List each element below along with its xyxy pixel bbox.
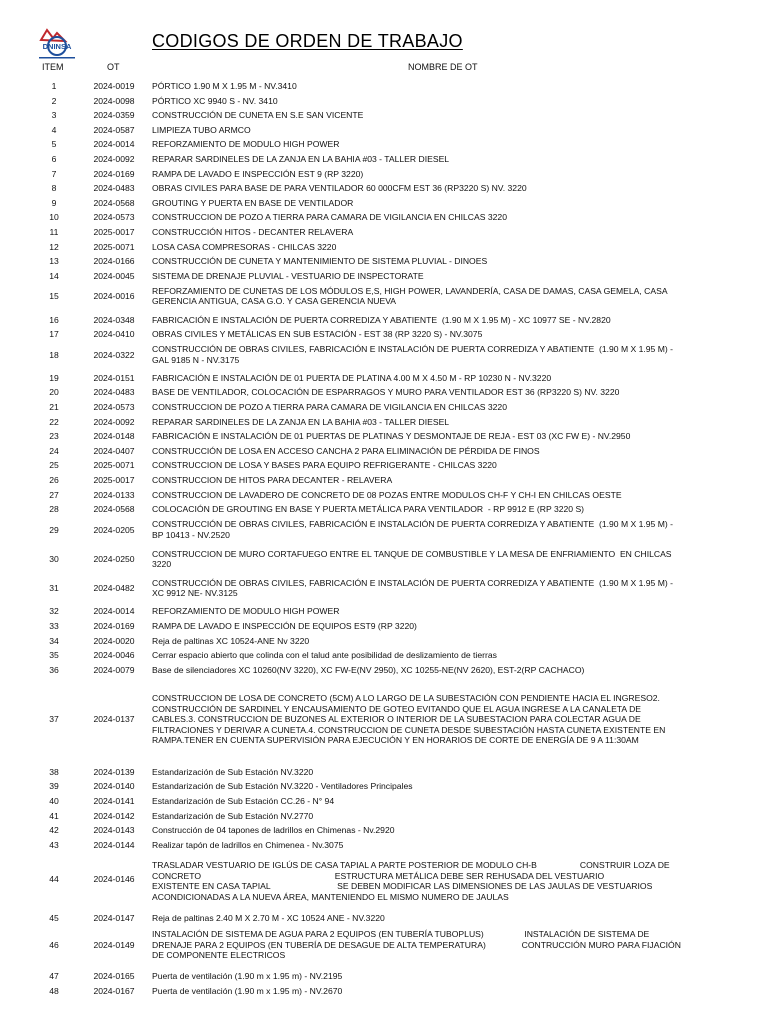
row-item-number: 1 (51, 81, 57, 91)
row-item-number: 29 (49, 524, 59, 535)
row-ot-name: GROUTING Y PUERTA EN BASE DE VENTILADOR (152, 197, 354, 208)
row-ot-name: REPARAR SARDINELES DE LA ZANJA EN LA BAHIA #03 - TALLER DIESEL (152, 416, 450, 427)
row-item-number: 43 (49, 839, 59, 850)
table-row (0, 574, 768, 603)
table-row (0, 209, 768, 224)
row-ot-name: CONSTRUCCION DE LOSA Y BASES PARA EQUIPO REFRIGERANTE - CHILCAS 3220 (152, 460, 497, 471)
table-row (0, 968, 768, 983)
logo-text: DNINSA (42, 42, 72, 51)
row-ot-code: 2024-0165 (93, 971, 135, 982)
row-ot-name: CONSTRUCCION DE LAVADERO DE CONCRETO DE 08 POZAS ENTRE MODULOS CH-F Y CH-I EN CHILCAS OESTE (152, 489, 622, 500)
row-ot-name: REFORZAMIENTO DE CUNETAS DE LOS MÓDULOS E,S, HIGH POWER, LAVANDERÍA, CASA DE DAMAS, CASA GEMELA, CASA GERENCIA ANTIGUA, CASA G.O. Y CASA GERENCIA NUEVA (152, 285, 668, 307)
table-row (0, 282, 768, 311)
table-row (0, 414, 768, 429)
table-row (0, 457, 768, 472)
table-row (0, 837, 768, 852)
work-order-table (0, 78, 768, 997)
table-row (0, 399, 768, 414)
row-ot-code: 2024-0079 (93, 664, 135, 675)
row-ot-code: 2024-0166 (93, 256, 135, 267)
row-item-number: 22 (49, 416, 59, 427)
table-row (0, 253, 768, 268)
table-row (0, 136, 768, 151)
row-ot-name: CONSTRUCCION DE MURO CORTAFUEGO ENTRE EL TANQUE DE COMBUSTIBLE Y LA MESA DE ENFRIAMIENTO EN CHILCAS 3220 (152, 548, 672, 569)
row-ot-name: REPARAR SARDINELES DE LA ZANJA EN LA BAHIA #03 - TALLER DIESEL (152, 153, 450, 164)
row-item-number: 41 (49, 810, 59, 821)
row-ot-name: TRASLADAR VESTUARIO DE IGLÚS DE CASA TAPIAL A PARTE POSTERIOR DE MODULO CH-B CONSTRUIR LOZA DE CONCRETO ESTRUCTURA METÁLICA DEBE SER REHUSADA DEL VESTUARIO EXISTENTE EN CASA TAPIAL SE DEBEN MODIFICAR LAS DIMENSIONES DE LAS JAULAS DE VESTUARIOS ACONDICIONADAS A LA NUEVA ÁREA, MANTENIENDO EL MISMO NUMERO DE JAULAS (152, 860, 670, 902)
row-ot-name: REFORZAMIENTO DE MODULO HIGH POWER (152, 606, 340, 617)
row-ot-name: REFORZAMIENTO DE MODULO HIGH POWER (152, 139, 340, 150)
table-row (0, 443, 768, 458)
row-ot-name: CONSTRUCCIÓN DE OBRAS CIVILES, FABRICACIÓN E INSTALACIÓN DE PUERTA CORREDIZA Y ABATIENTE (1.90 M X 1.95 M) - XC 9912 NE- NV.3125 (152, 577, 673, 599)
row-ot-code: 2024-0014 (93, 139, 135, 150)
table-row (0, 662, 768, 677)
row-ot-code: 2024-0143 (93, 825, 135, 836)
row-ot-code: 2024-0146 (93, 874, 135, 885)
row-ot-name: CONSTRUCCION DE POZO A TIERRA PARA CAMARA DE VIGILANCIA EN CHILCAS 3220 (152, 212, 507, 223)
row-item-number: 17 (49, 329, 59, 340)
row-ot-name: Puerta de ventilación (1.90 m x 1.95 m) - NV.2670 (152, 985, 343, 996)
row-ot-name: FABRICACIÓN E INSTALACIÓN DE PUERTA CORREDIZA Y ABATIENTE (1.90 M X 1.95 M) - XC 10977 SE - NV.2820 (152, 314, 611, 325)
row-ot-code: 2024-0151 (93, 372, 135, 383)
row-item-number: 10 (49, 212, 59, 223)
table-row (0, 472, 768, 487)
row-ot-code: 2024-0568 (93, 197, 135, 208)
row-item-number: 24 (49, 445, 59, 456)
row-item-number: 7 (51, 168, 57, 179)
row-ot-name: Estandarización de Sub Estación NV.2770 (152, 810, 314, 821)
row-item-number: 34 (49, 635, 59, 646)
row-ot-code: 2024-0348 (93, 314, 135, 325)
row-ot-code: 2024-0141 (93, 796, 135, 807)
row-item-number: 28 (49, 504, 59, 515)
row-ot-name: PÓRTICO XC 9940 S - NV. 3410 (152, 95, 278, 106)
table-row (0, 239, 768, 254)
table-row (0, 224, 768, 239)
row-ot-name: CONSTRUCCION DE HITOS PARA DECANTER - RELAVERA (152, 475, 393, 486)
row-ot-code: 2024-0046 (93, 650, 135, 661)
table-row (0, 428, 768, 443)
table-row (0, 341, 768, 370)
row-ot-name: LIMPIEZA TUBO ARMCO (152, 124, 251, 135)
row-ot-code: 2024-0144 (93, 839, 135, 850)
row-item-number: 37 (49, 714, 59, 725)
row-item-number: 15 (49, 291, 59, 302)
row-ot-code: 2025-0071 (93, 241, 135, 252)
table-row (0, 122, 768, 137)
row-ot-code: 2024-0014 (93, 606, 135, 617)
row-ot-code: 2024-0169 (93, 168, 135, 179)
row-ot-name: CONSTRUCCION DE LOSA DE CONCRETO (5CM) A LO LARGO DE LA SUBESTACIÓN CON PENDIENTE HACIA EL INGRESO2. CONSTRUCCIÓN DE SARDINEL Y ENCAUSAMIENTO DE GOTEO EVITANDO QUE EL AGUA INGRESE A LA CANALETA DE CABLES.3. CONSTRUCCION DE BUZONES AL EXTERIOR O INTERIOR DE LA SUBESTACION PARA COLECTAR AGUA DE FILTRACIONES Y DERIVAR A CUNETA.4. CONSTRUCCION DE CUNETA DESDE SUBESTACIÓN HASTA CUNETA EXISTENTE EN RAMPA.TENER EN CUENTA SUPERVISIÓN PARA EJECUCIÓN Y EN HORARIOS DE CORTE DE ENERGÍA DE 9 A 11:30AM (152, 693, 666, 745)
row-item-number: 12 (49, 241, 59, 252)
table-row (0, 793, 768, 808)
table-row (0, 326, 768, 341)
row-item-number: 4 (51, 124, 57, 135)
table-row (0, 808, 768, 823)
row-item-number: 6 (51, 153, 57, 164)
row-ot-name: RAMPA DE LAVADO E INSPECCIÓN EST 9 (RP 3220) (152, 168, 364, 179)
row-ot-code: 2024-0139 (93, 766, 135, 777)
row-ot-code: 2024-0149 (93, 940, 135, 951)
row-item-number: 25 (49, 460, 59, 471)
row-item-number: 45 (49, 912, 59, 923)
table-row (0, 633, 768, 648)
row-ot-name: LOSA CASA COMPRESORAS - CHILCAS 3220 (152, 241, 337, 252)
row-item-number: 23 (49, 431, 59, 442)
row-item-number: 18 (49, 349, 59, 360)
row-ot-name: Estandarización de Sub Estación CC.26 - N° 94 (152, 796, 335, 807)
row-item-number: 11 (49, 226, 59, 237)
row-ot-name: CONSTRUCCIÓN DE CUNETA EN S.E SAN VICENTE (152, 110, 364, 121)
row-item-number: 30 (49, 554, 59, 564)
row-ot-code: 2024-0359 (93, 110, 135, 121)
row-ot-code: 2024-0322 (93, 349, 135, 360)
table-row (0, 851, 768, 909)
row-ot-name: Estandarización de Sub Estación NV.3220 - Ventiladores Principales (152, 781, 413, 792)
table-row (0, 603, 768, 618)
table-row (0, 180, 768, 195)
row-ot-name: CONSTRUCCIÓN DE OBRAS CIVILES, FABRICACIÓN E INSTALACIÓN DE PUERTA CORREDIZA Y ABATIENTE (1.90 M X 1.95 M) - GAL 9185 N - NV.3175 (152, 344, 673, 365)
table-row (0, 647, 768, 662)
row-item-number: 5 (51, 139, 57, 150)
row-item-number: 9 (51, 197, 57, 208)
row-ot-name: Reja de paltinas 2.40 M X 2.70 M - XC 10524 ANE - NV.3220 (152, 912, 385, 923)
row-ot-name: Base de silenciadores XC 10260(NV 3220), XC FW-E(NV 2950), XC 10255-NE(NV 2620), EST-2(RP CACHACO) (152, 664, 585, 675)
row-ot-code: 2025-0017 (93, 475, 135, 486)
row-item-number: 38 (49, 766, 59, 777)
row-ot-code: 2024-0483 (93, 387, 135, 398)
row-ot-code: 2024-0016 (93, 291, 135, 302)
row-ot-name: BASE DE VENTILADOR, COLOCACIÓN DE ESPARRAGOS Y MURO PARA VENTILADOR EST 36 (RP3220 S) NV. 3220 (152, 387, 620, 398)
row-ot-code: 2024-0250 (93, 554, 135, 564)
column-header-ot: OT (107, 62, 120, 72)
row-ot-name: SISTEMA DE DRENAJE PLUVIAL - VESTUARIO DE INSPECTORATE (152, 270, 424, 281)
table-row (0, 312, 768, 327)
row-item-number: 21 (49, 402, 59, 413)
row-ot-name: FABRICACIÓN E INSTALACIÓN DE 01 PUERTAS DE PLATINAS Y DESMONTAJE DE REJA - EST 03 (XC FW E) - NV.2950 (152, 431, 631, 442)
row-ot-code: 2024-0587 (93, 124, 135, 135)
table-row (0, 983, 768, 998)
row-ot-code: 2024-0167 (93, 985, 135, 996)
row-ot-code: 2024-0169 (93, 620, 135, 631)
row-item-number: 42 (49, 825, 59, 836)
table-row (0, 910, 768, 925)
row-item-number: 2 (51, 95, 57, 106)
company-logo (31, 26, 83, 62)
row-ot-name: COLOCACIÓN DE GROUTING EN BASE Y PUERTA METÁLICA PARA VENTILADOR - RP 9912 E (RP 3220 S) (152, 504, 585, 515)
row-item-number: 44 (49, 874, 59, 885)
row-ot-code: 2024-0092 (93, 416, 135, 427)
row-ot-name: Construcción de 04 tapones de ladrillos en Chimenas - Nv.2920 (152, 825, 395, 836)
table-row (0, 107, 768, 122)
row-ot-name: CONSTRUCCIÓN DE OBRAS CIVILES, FABRICACIÓN E INSTALACIÓN DE PUERTA CORREDIZA Y ABATIENTE (1.90 M X 1.95 M) - BP 10413 - NV.2520 (152, 519, 673, 540)
row-ot-name: CONSTRUCCIÓN HITOS - DECANTER RELAVERA (152, 226, 354, 237)
row-ot-name: CONSTRUCCIÓN DE CUNETA Y MANTENIMIENTO DE SISTEMA PLUVIAL - DINOES (152, 256, 488, 267)
table-row (0, 778, 768, 793)
table-row (0, 676, 768, 764)
row-ot-code: 2024-0568 (93, 504, 135, 515)
row-ot-code: 2024-0483 (93, 183, 135, 194)
row-ot-name: CONSTRUCCIÓN DE LOSA EN ACCESO CANCHA 2 PARA ELIMINACIÓN DE PÉRDIDA DE FINOS (152, 445, 540, 456)
row-item-number: 40 (49, 796, 59, 807)
table-row (0, 384, 768, 399)
row-ot-name: RAMPA DE LAVADO E INSPECCIÓN DE EQUIPOS EST9 (RP 3220) (152, 620, 417, 631)
table-row (0, 924, 768, 968)
row-item-number: 31 (49, 583, 59, 594)
row-ot-code: 2025-0071 (93, 460, 135, 471)
row-ot-code: 2024-0137 (93, 714, 135, 725)
table-row (0, 268, 768, 283)
table-row (0, 195, 768, 210)
row-item-number: 39 (49, 781, 59, 792)
table-row (0, 166, 768, 181)
row-item-number: 35 (49, 650, 59, 661)
row-ot-name: OBRAS CIVILES Y METÁLICAS EN SUB ESTACIÓN - EST 38 (RP 3220 S) - NV.3075 (152, 329, 483, 340)
row-ot-code: 2025-0017 (93, 226, 135, 237)
row-ot-name: INSTALACIÓN DE SISTEMA DE AGUA PARA 2 EQUIPOS (EN TUBERÍA TUBOPLUS) INSTALACIÓN DE SISTEMA DE DRENAJE PARA 2 EQUIPOS (EN TUBERÍA DE DESAGUE DE ALTA TEMPERATURA) CONTRUCCIÓN MURO PARA FIJACIÓN DE COMPONENTE ELECTRICOS (152, 929, 681, 961)
table-row (0, 487, 768, 502)
row-ot-code: 2024-0045 (93, 270, 135, 281)
row-ot-name: Puerta de ventilación (1.90 m x 1.95 m) - NV.2195 (152, 971, 343, 982)
row-item-number: 32 (49, 606, 59, 617)
table-row (0, 822, 768, 837)
row-ot-code: 2024-0205 (93, 524, 135, 535)
table-row (0, 516, 768, 545)
row-ot-name: CONSTRUCCION DE POZO A TIERRA PARA CAMARA DE VIGILANCIA EN CHILCAS 3220 (152, 402, 507, 413)
row-ot-code: 2024-0482 (93, 583, 135, 594)
row-ot-code: 2024-0147 (93, 912, 135, 923)
row-ot-name: Cerrar espacio abierto que colinda con el talud ante posibilidad de deslizamiento de tierras (152, 650, 497, 661)
row-item-number: 36 (49, 664, 59, 675)
page-title: CODIGOS DE ORDEN DE TRABAJO (152, 31, 463, 51)
column-header-item: ITEM (42, 62, 64, 72)
table-row (0, 501, 768, 516)
table-row (0, 618, 768, 633)
row-ot-name: OBRAS CIVILES PARA BASE DE PARA VENTILADOR 60 000CFM EST 36 (RP3220 S) NV. 3220 (152, 183, 527, 194)
row-item-number: 46 (49, 940, 59, 951)
row-item-number: 14 (49, 270, 59, 281)
row-ot-code: 2024-0573 (93, 212, 135, 223)
row-ot-name: FABRICACIÓN E INSTALACIÓN DE 01 PUERTA DE PLATINA 4.00 M X 4.50 M - RP 10230 N - NV.3220 (152, 372, 552, 383)
row-ot-name: PÓRTICO 1.90 M X 1.95 M - NV.3410 (152, 81, 297, 91)
row-ot-code: 2024-0020 (93, 635, 135, 646)
row-item-number: 33 (49, 620, 59, 631)
row-item-number: 48 (49, 985, 59, 996)
table-row (0, 78, 768, 93)
row-ot-code: 2024-0573 (93, 402, 135, 413)
row-item-number: 3 (51, 110, 57, 121)
row-ot-code: 2024-0407 (93, 445, 135, 456)
row-ot-code: 2024-0140 (93, 781, 135, 792)
row-ot-code: 2024-0142 (93, 810, 135, 821)
table-row (0, 151, 768, 166)
row-ot-code: 2024-0019 (93, 81, 135, 91)
row-ot-code: 2024-0092 (93, 153, 135, 164)
column-header-name: NOMBRE DE OT (408, 62, 478, 72)
table-row (0, 370, 768, 385)
row-item-number: 20 (49, 387, 59, 398)
table-row (0, 764, 768, 779)
row-ot-code: 2024-0098 (93, 95, 135, 106)
row-ot-code: 2024-0410 (93, 329, 135, 340)
row-item-number: 27 (49, 489, 59, 500)
row-ot-name: Reja de paltinas XC 10524-ANE Nv 3220 (152, 635, 310, 646)
row-item-number: 19 (49, 372, 59, 383)
row-ot-code: 2024-0133 (93, 489, 135, 500)
row-ot-code: 2024-0148 (93, 431, 135, 442)
row-item-number: 13 (49, 256, 59, 267)
row-ot-name: Estandarización de Sub Estación NV.3220 (152, 766, 314, 777)
row-item-number: 16 (49, 314, 59, 325)
row-item-number: 47 (49, 971, 59, 982)
table-row (0, 545, 768, 574)
table-row (0, 93, 768, 108)
row-item-number: 8 (51, 183, 57, 194)
row-item-number: 26 (49, 475, 59, 486)
row-ot-name: Realizar tapón de ladrillos en Chimenea - Nv.3075 (152, 839, 344, 850)
